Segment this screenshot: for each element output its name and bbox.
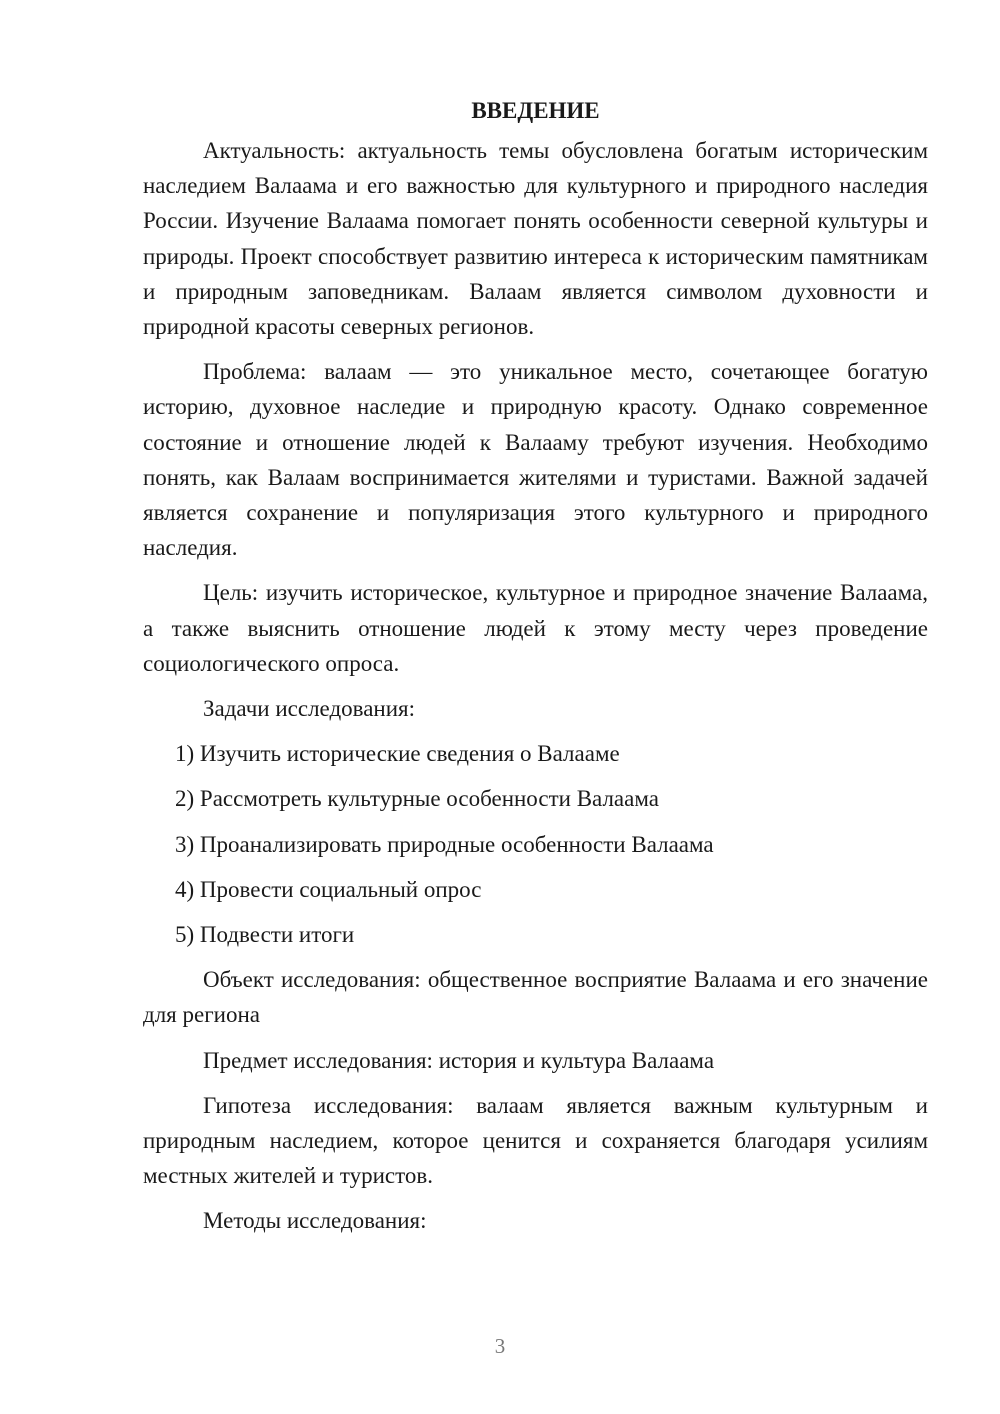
task-item: 1) Изучить исторические сведения о Валааме [175,741,620,767]
task-item: 2) Рассмотреть культурные особенности Валаама [175,786,659,812]
task-item: 4) Провести социальный опрос [175,876,482,902]
goal-paragraph: Цель: изучить историческое, культурное и природное значение Валаама, а также выяснить отношение людей к этому месту через проведение социологического опроса. [143,580,928,676]
object-paragraph: Объект исследования: общественное восприятие Валаама и его значение для региона [143,967,928,1028]
task-item: 5) Подвести итоги [175,922,355,948]
hypothesis-paragraph: Гипотеза исследования: валаам является важным культурным и природным наследием, которое ценится и сохраняется благодаря усилиям местных жителей и туристов. [143,1092,928,1189]
methods-title: Методы исследования: [203,1208,427,1234]
relevance-paragraph: Актуальность: актуальность темы обусловлена богатым историческим наследием Валаама и его важностью для культурного и природного наследия России. Изучение Валаама помогает понять особенности северной культуры и природы. Проект способствует развитию интереса к историческим памятникам и природным заповедникам. Валаам является символом духовности и природной красоты северных регионов. [143,138,928,340]
page-content [143,93,928,1249]
tasks-list [143,736,928,952]
subject-paragraph: Предмет исследования: история и культура Валаама [203,1047,715,1073]
problem-paragraph: Проблема: валаам — это уникальное место, сочетающее богатую историю, духовное наследие и природную красоту. Однако современное состояние и отношение людей к Валааму требуют изучения. Необходимо понять, как Валаам воспринимается жителями и туристами. Важной задачей является сохранение и популяризация этого культурного и природного наследия. [143,359,928,561]
tasks-title: Задачи исследования: [203,696,416,722]
task-item: 3) Проанализировать природные особенности Валаама [175,831,714,857]
page-number: 3 [494,1334,506,1358]
section-heading: ВВЕДЕНИЕ [471,98,600,123]
